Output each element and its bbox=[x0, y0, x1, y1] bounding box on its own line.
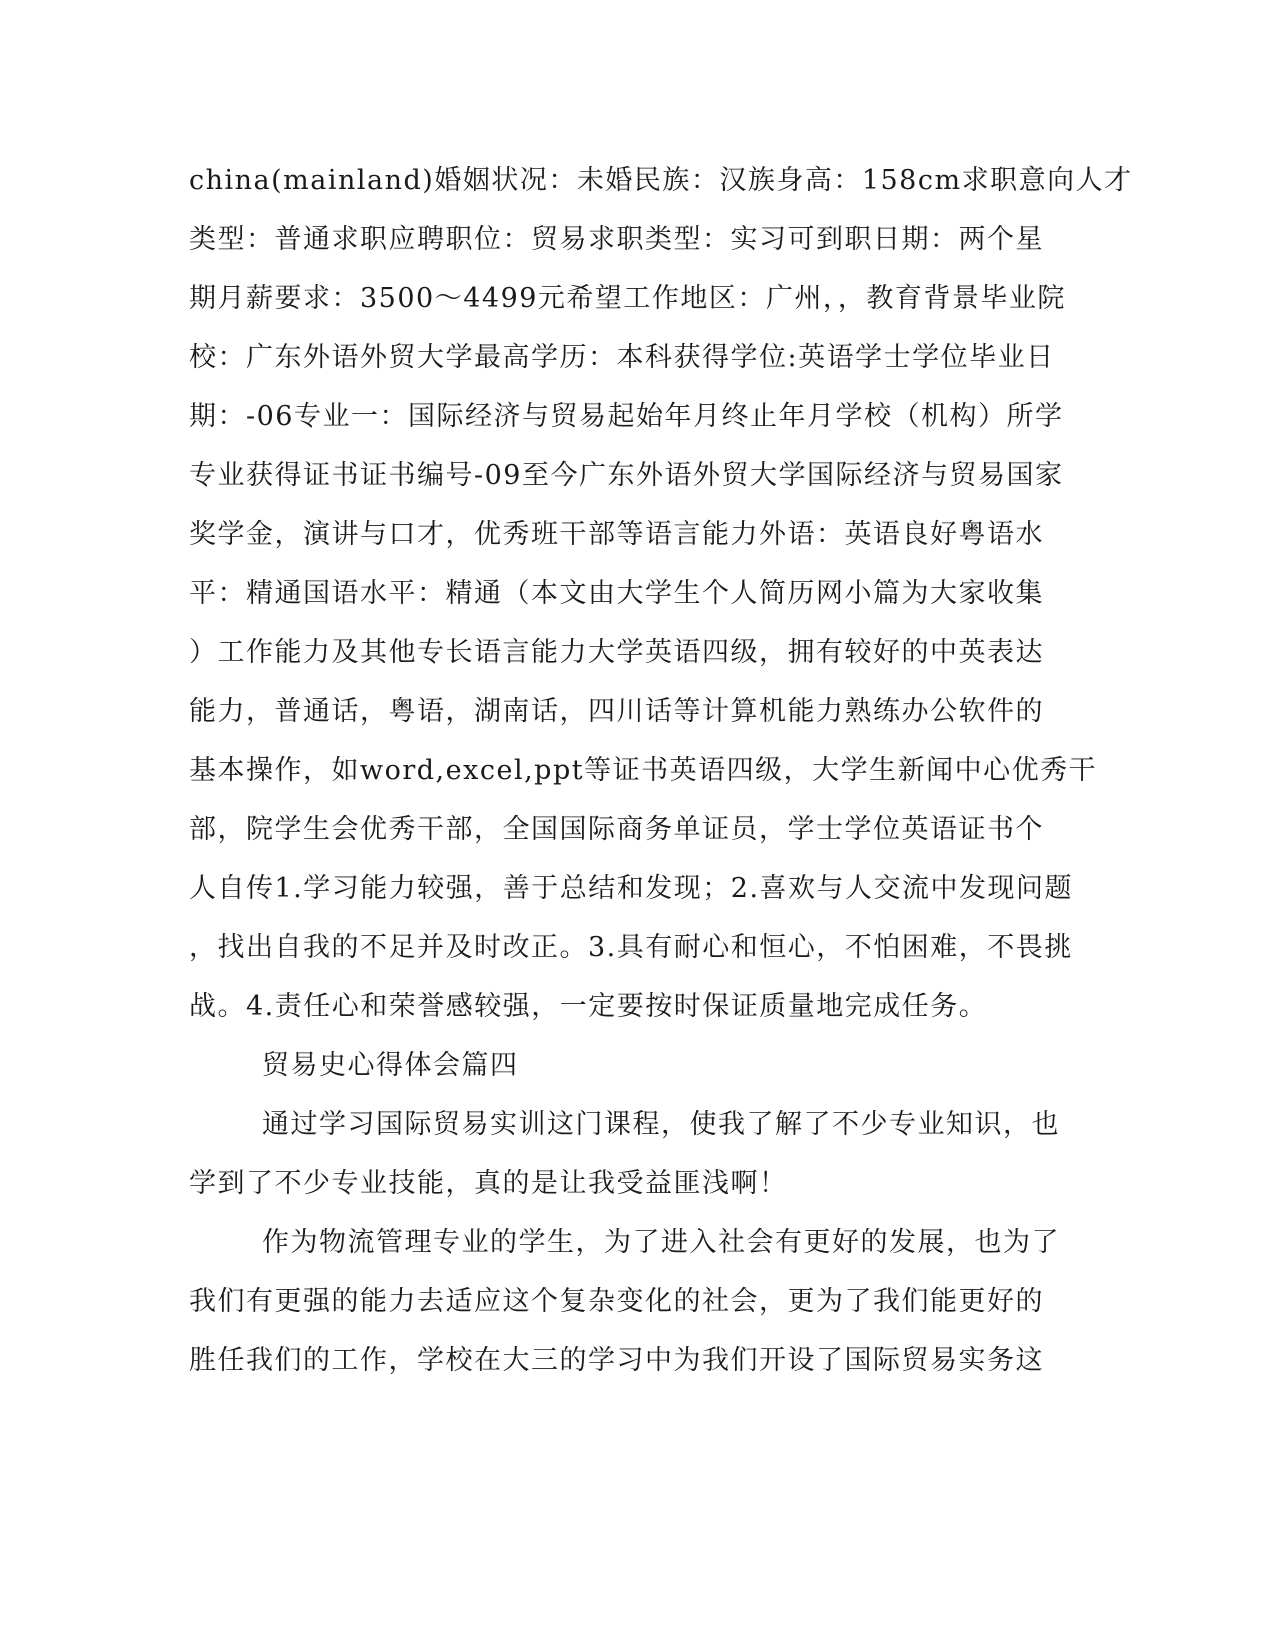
body-line: 期：-06专业一：国际经济与贸易起始年月终止年月学校（机构）所学 bbox=[189, 401, 1064, 432]
body-line: ，找出自我的不足并及时改正。3.具有耐心和恒心，不怕困难，不畏挑 bbox=[189, 932, 1073, 963]
body-line: 类型：普通求职应聘职位：贸易求职类型：实习可到职日期：两个星 bbox=[189, 224, 1044, 255]
body-line: 期月薪要求：3500～4499元希望工作地区：广州，，教育背景毕业院 bbox=[189, 283, 1066, 314]
body-line: 平：精通国语水平：精通（本文由大学生个人简历网小篇为大家收集 bbox=[189, 578, 1044, 609]
body-line: 专业获得证书证书编号-09至今广东外语外贸大学国际经济与贸易国家 bbox=[189, 460, 1064, 491]
paragraph-line: 学到了不少专业技能，真的是让我受益匪浅啊！ bbox=[189, 1168, 788, 1199]
body-line: 战。4.责任心和荣誉感较强，一定要按时保证质量地完成任务。 bbox=[189, 991, 988, 1022]
body-line: 部，院学生会优秀干部，全国国际商务单证员，学士学位英语证书个 bbox=[189, 814, 1044, 845]
paragraph-line: 胜任我们的工作，学校在大三的学习中为我们开设了国际贸易实务这 bbox=[189, 1345, 1044, 1376]
body-line: 能力，普通话，粤语，湖南话，四川话等计算机能力熟练办公软件的 bbox=[189, 696, 1044, 727]
body-line: 人自传1.学习能力较强，善于总结和发现；2.喜欢与人交流中发现问题 bbox=[189, 873, 1074, 904]
body-line: 校：广东外语外贸大学最高学历：本科获得学位:英语学士学位毕业日 bbox=[189, 342, 1055, 373]
body-line: china(mainland)婚姻状况：未婚民族：汉族身高：158cm求职意向人才 bbox=[189, 165, 1133, 196]
body-line: ）工作能力及其他专长语言能力大学英语四级，拥有较好的中英表达 bbox=[189, 637, 1044, 668]
body-line: 基本操作，如word,excel,ppt等证书英语四级，大学生新闻中心优秀干 bbox=[189, 755, 1098, 786]
paragraph-line: 作为物流管理专业的学生，为了进入社会有更好的发展，也为了 bbox=[262, 1227, 1060, 1258]
paragraph-line: 通过学习国际贸易实训这门课程，使我了解了不少专业知识，也 bbox=[262, 1109, 1060, 1140]
section-title: 贸易史心得体会篇四 bbox=[262, 1050, 519, 1081]
body-line: 奖学金，演讲与口才，优秀班干部等语言能力外语：英语良好粤语水 bbox=[189, 519, 1044, 550]
paragraph-line: 我们有更强的能力去适应这个复杂变化的社会，更为了我们能更好的 bbox=[189, 1286, 1044, 1317]
